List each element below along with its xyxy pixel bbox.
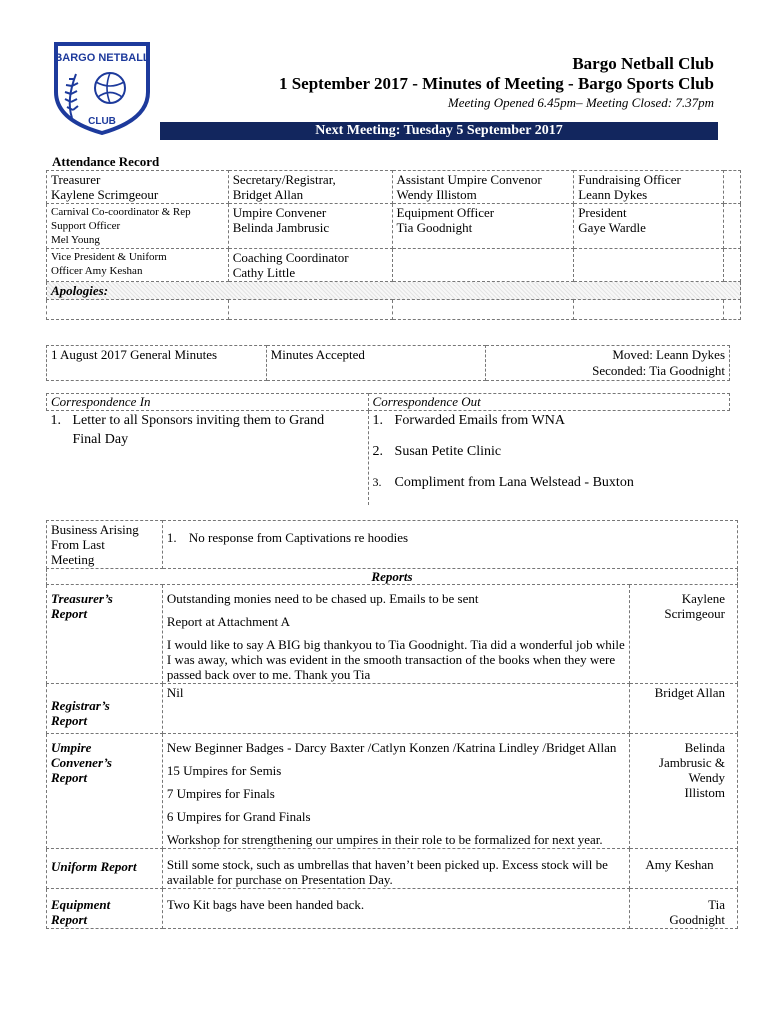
umpire-report-row (47, 734, 738, 849)
treasurer-report-label: Treasurer’s Report (47, 585, 163, 684)
correspondence-in-list (47, 411, 369, 506)
attendance-cell: Vice President & Uniform Officer Amy Keshan (47, 249, 229, 282)
attendance-cell: Equipment Officer Tia Goodnight (392, 204, 574, 249)
uniform-report-author: Amy Keshan (630, 849, 738, 889)
meeting-title: 1 September 2017 - Minutes of Meeting - Bargo Sports Club (278, 74, 714, 93)
equipment-report-author: Tia Goodnight (630, 889, 738, 929)
umpire-report-label: Umpire Convener’s Report (47, 734, 163, 849)
correspondence-in-header: Correspondence In (47, 394, 369, 411)
attendance-cell (723, 249, 740, 282)
attendance-cell (574, 249, 724, 282)
minutes-moved-seconded: Moved: Leann Dykes Seconded: Tia Goodnight (486, 346, 730, 381)
minutes-row (47, 346, 730, 381)
attendance-cell (723, 204, 740, 249)
correspondence-out-header: Correspondence Out (368, 394, 729, 411)
attendance-cell: Treasurer Kaylene Scrimgeour (47, 171, 229, 204)
list-item: 2. Susan Petite Clinic (372, 444, 502, 459)
list-item: 1. Forwarded Emails from WNA (372, 413, 565, 428)
attendance-title: Attendance Record (52, 154, 160, 169)
club-name: Bargo Netball Club (572, 54, 714, 73)
minutes-item: 1 August 2017 General Minutes (47, 346, 267, 381)
registrar-report-row (47, 684, 738, 734)
correspondence-header-row (47, 394, 730, 411)
attendance-cell: Assistant Umpire Convenor Wendy Illistom (392, 171, 574, 204)
reports-heading: Reports (47, 569, 738, 585)
business-arising-label: Business Arising From Last Meeting (47, 521, 163, 569)
attendance-cell: Secretary/Registrar, Bridget Allan (228, 171, 392, 204)
attendance-cell: Coaching Coordinator Cathy Little (228, 249, 392, 282)
correspondence-table (46, 393, 730, 505)
treasurer-report-body: Outstanding monies need to be chased up. Emails to be sent Report at Attachment A I would like to say A BIG big thankyou to Tia Goodnight. Tia did a wonderful job while I was away, which was evident in the smooth transaction of the books when they were passed back over to me. Thank you Tia (162, 585, 629, 684)
umpire-report-author: Belinda Jambrusic & Wendy Illistom (630, 734, 738, 849)
meeting-times: Meeting Opened 6.45pm– Meeting Closed: 7.37pm (447, 95, 714, 110)
minutes-status: Minutes Accepted (266, 346, 486, 381)
list-item-continued: Final Day (72, 432, 129, 447)
attendance-row (47, 249, 741, 282)
logo-text-top: BARGO NETBALL (54, 52, 150, 64)
attendance-cell: Carnival Co-coordinator & Rep Support Officer Mel Young (47, 204, 229, 249)
attendance-cell: Umpire Convener Belinda Jambrusic (228, 204, 392, 249)
umpire-report-body: New Beginner Badges - Darcy Baxter /Catlyn Konzen /Katrina Lindley /Bridget Allan 15 Umpires for Semis 7 Umpires for Finals 6 Umpires for Grand Finals Workshop for strengthening our umpires in their role to be formalized for next year. (162, 734, 629, 849)
apologies-row (47, 282, 741, 300)
treasurer-report-author: Kaylene Scrimgeour (630, 585, 738, 684)
previous-minutes-table (46, 345, 730, 381)
attendance-row (47, 171, 741, 204)
reports-heading-row (47, 569, 738, 585)
list-item: 3. Compliment from Lana Welstead - Buxton (372, 475, 634, 490)
uniform-report-row (47, 849, 738, 889)
attendance-cell: President Gaye Wardle (574, 204, 724, 249)
attendance-cell (392, 249, 574, 282)
apologies-label: Apologies: (51, 283, 109, 298)
attendance-row (47, 204, 741, 249)
business-arising-row (47, 521, 738, 569)
reports-table (46, 520, 738, 929)
registrar-report-body: Nil (162, 684, 629, 734)
registrar-report-label: Registrar’s Report (47, 684, 163, 734)
club-logo (52, 40, 152, 135)
equipment-report-row (47, 889, 738, 929)
treasurer-report-row (47, 585, 738, 684)
attendance-table (46, 170, 741, 320)
uniform-report-body: Still some stock, such as umbrellas that haven’t been picked up. Excess stock will be available for purchase on Presentation Day. (162, 849, 629, 889)
equipment-report-body: Two Kit bags have been handed back. (162, 889, 629, 929)
correspondence-body-row (47, 411, 730, 506)
next-meeting-banner: Next Meeting: Tuesday 5 September 2017 (160, 122, 718, 140)
attendance-cell (723, 171, 740, 204)
correspondence-out-list (368, 411, 729, 506)
list-item: 1. Letter to all Sponsors inviting them to Grand (50, 413, 325, 428)
logo-text-bottom: CLUB (88, 116, 116, 127)
uniform-report-label: Uniform Report (47, 849, 163, 889)
attendance-row (47, 300, 741, 320)
attendance-cell: Fundraising Officer Leann Dykes (574, 171, 724, 204)
equipment-report-label: Equipment Report (47, 889, 163, 929)
registrar-report-author: Bridget Allan (630, 684, 738, 734)
business-arising-item: 1. No response from Captivations re hoodies (162, 521, 737, 569)
